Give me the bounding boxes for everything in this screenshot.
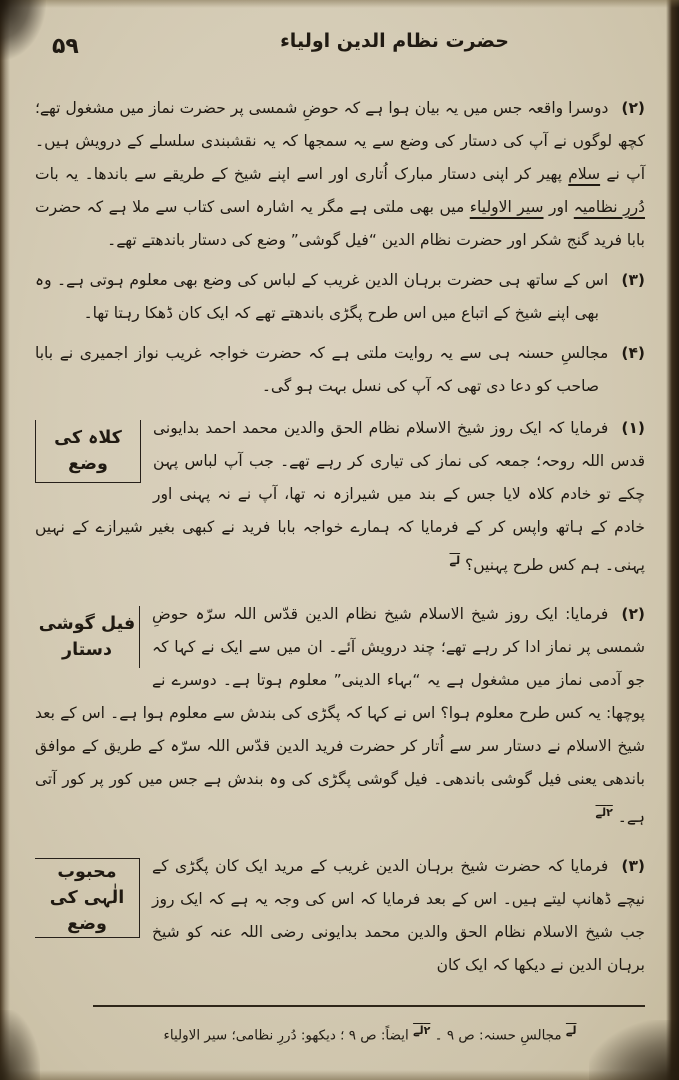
paragraph-item-2 — [35, 92, 645, 257]
item-text: اس کے ساتھ ہی حضرت برہان الدین غریب کے لباس کی وضع بھی معلوم ہوتی ہے۔ وہ بھی اپنے شیخ کے اتباع میں اس طرح پگڑی باندھتے تھے کہ ایک کان ڈھکا رہتا تھا۔ — [35, 271, 609, 322]
item-marker: (۱) — [621, 419, 645, 437]
section-label-mahboob-ilahi: محبوب الٰہی کی وضع — [35, 858, 140, 938]
item-text: فرمایا: ایک روز شیخ الاسلام شیخ نظام الدین قدّس اللہ سرّہ حوضِ شمسی پر نماز ادا کر رہے تھے؛ چند درویش آئے۔ ان میں سے ایک نے کہا کہ جو آدمی نماز میں مشغول ہے یہ “بہاء الدینی” معلوم ہوتا ہے۔ دوسرے نے پوچھا: یہ کس طرح معلوم ہوا؟ اس نے کہا کہ پگڑی کی بندش سے معلوم ہوا ہے۔ اس کے بعد شیخ الاسلام نے دستار سر سے اُتار کر حضرت فرید الدین قدّس اللہ سرّہ کے طریق کے موافق باندھی یعنی فیل گوشی باندھی۔ فیل گوشی پگڑی کی وہ بندش ہے جس میں کور پر کور آتی ہے۔ $^{۲لے}$ — [35, 605, 645, 827]
item-text: فرمایا کہ ایک روز شیخ الاسلام نظام الحق والدین محمد احمد بدایونی قدس اللہ روحہ؛ جمعہ کی نماز کی تیاری کر رہے تھے۔ جب آپ لباس پہن چکے تو خادم کلاہ لایا جس کے بند میں شیرازہ نہ تھا، آپ نے نہ پہنی اور خادم کے ہاتھ واپس کر کے فرمایا کہ ہمارے خواجہ بابا فرید نے کبھی بغیر شیرازے کے نہیں پہنی۔ ہم کس طرح پہنیں؟ $^{لے}$ — [35, 419, 645, 575]
paragraph-item-4 — [35, 337, 645, 403]
scan-shadow-bottom — [0, 1070, 679, 1080]
item-text: دوسرا واقعہ جس میں یہ بیان ہوا ہے کہ حوضِ شمسی پر حضرت نماز میں مشغول تھے؛ کچھ لوگوں نے آپ کی دستار کی وضع سے یہ سمجھا کہ یہ نقشبندی سلسلے کے درویش ہیں۔ آپ نے سلام پھیر کر اپنی دستار مبارک اُتاری اور اسے اپنے شیخ کے طریقے سے باندھا۔ یہ بات دُررِ نظامیہ اور سیر الاولیاء میں بھی ملتی ہے مگر یہ اشارہ اسی کتاب سے ملا ہے کہ حضرت بابا فرید گنج شکر اور حضرت نظام الدین “فیل گوشی” وضع کی دستار باندھتے تھے۔ — [35, 99, 646, 249]
section-fil-goshi-dastar — [35, 598, 645, 841]
item-marker: (۳) — [621, 271, 645, 289]
item-marker: (۴) — [621, 344, 645, 362]
item-text: مجالسِ حسنہ ہی سے یہ روایت ملتی ہے کہ حضرت خواجہ غریب نواز اجمیری نے بابا صاحب کو دعا دی تھی کہ آپ کی نسل بہت ہو گی۔ — [35, 344, 609, 395]
section-mahboob-ilahi-ki-waza — [35, 850, 645, 989]
item-text: فرمایا کہ حضرت شیخ برہان الدین غریب کے مرید ایک کان پگڑی کے نیچے ڈھانپ لیتے ہیں۔ اس کے بعد فرمایا کہ اس کی وجہ یہ ہے کہ ایک روز جب شیخ الاسلام نظام الحق والدین محمد بدایونی رضی اللہ عنہ کو شیخ برہان الدین نے دیکھا کہ ایک کان — [152, 857, 645, 975]
item-marker: (۲) — [621, 605, 645, 624]
footnote-divider — [93, 1005, 645, 1007]
item-marker: (۲) — [621, 99, 645, 117]
section-kulah-ki-waza — [35, 412, 645, 589]
page-header — [0, 0, 679, 78]
page-body — [0, 78, 679, 1048]
footnote-text: $^{لے}$ مجالسِ حسنہ: ص ۹ ۔ $^{۲لے}$ ایضاً: ص ۹ ؛ دیکھو: دُررِ نظامی؛ سیر الاولیاء — [163, 1024, 577, 1044]
page-number: ۵۹ — [52, 34, 79, 59]
paragraph-item-3 — [35, 264, 645, 330]
section-label-fil-goshi: فیل گوشی دستار — [35, 606, 140, 668]
item-marker: (۳) — [621, 857, 645, 876]
section-label-kulah: کلاہ کی وضع — [35, 420, 141, 483]
page-title: حضرت نظام الدین اولیاء — [280, 30, 509, 52]
